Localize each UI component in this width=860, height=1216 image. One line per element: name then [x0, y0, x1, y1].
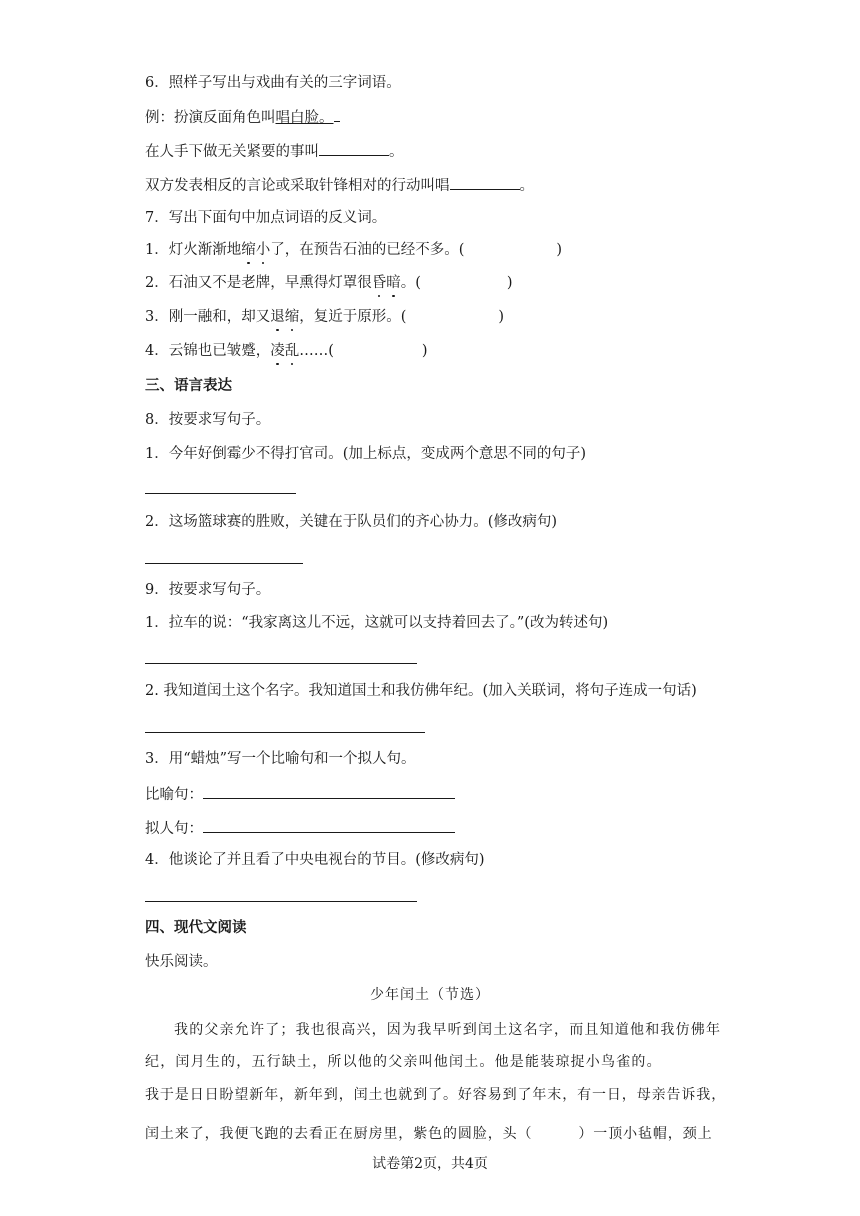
q9-item-4: 4．他谈论了并且看了中央电视台的节目。(修改病句): [145, 852, 485, 868]
dotted-char: 小: [255, 242, 271, 258]
q8-item-1: 1．今年好倒霉少不得打官司。(加上标点，变成两个意思不同的句子): [145, 446, 587, 462]
answer-line[interactable]: [145, 732, 425, 733]
dotted-char: 缩: [241, 242, 256, 258]
passage-line: 我的父亲允许了；我也很高兴，因为我早听到闰土这名字，而且知道他和我仿佛年: [174, 1022, 722, 1038]
q9-item-1: 1．拉车的说：“我家离这儿不远，这就可以支持着回去了。”(改为转述句): [145, 615, 609, 631]
q6-line2-text: 双方发表相反的言论或采取针锋相对的行动叫唱: [145, 178, 450, 194]
dotted-char: 缩: [284, 309, 300, 325]
page-footer: 试卷第2页，共4页: [372, 1156, 488, 1172]
q6-example: [145, 107, 340, 128]
q6-line2: [145, 175, 534, 196]
paren-close: ): [421, 343, 428, 359]
q7-item-text: ，复近于原形。(: [299, 309, 407, 325]
passage-title: 少年闰土（节选）: [370, 987, 490, 1003]
q7-item-text: 3．刚一融和，却又: [145, 309, 271, 325]
answer-line[interactable]: [145, 493, 296, 494]
passage-line: 纪，闰月生的，五行缺土，所以他的父亲叫他闰土。他是能装琼捉小鸟雀的。: [145, 1054, 662, 1070]
answer-line[interactable]: [145, 663, 417, 664]
metaphor-answer-line[interactable]: [203, 784, 455, 799]
q7-item-text: 2．石油又不是老牌，早熏得灯罩很: [145, 275, 372, 291]
reading-intro: 快乐阅读。: [145, 954, 218, 970]
dotted-char: 暗: [386, 275, 401, 291]
dotted-char: 凌: [270, 343, 285, 359]
metaphor-label: 比喻句：: [145, 787, 203, 803]
q6-example-answer: 唱白脸。: [275, 110, 334, 126]
q7-item-3: [145, 307, 504, 327]
q9-item-3: 3．用“蜡烛”写一个比喻句和一个拟人句。: [145, 751, 416, 767]
passage-line-with-blank: [145, 1124, 720, 1144]
q6-line1-end: 。: [389, 144, 404, 160]
q9-item-2: 2. 我知道闰土这个名字。我知道国土和我仿佛年纪。(加入关联词，将句子连成一句话): [145, 683, 697, 699]
q6-example-prefix: 例：扮演反面角色叫: [145, 110, 276, 126]
q7-title: 7．写出下面句中加点词语的反义词。: [145, 210, 387, 226]
personify-label: 拟人句：: [145, 821, 203, 837]
q7-item-text: 了，在预告石油的已经不多。(: [270, 242, 465, 258]
q7-item-text: 。(: [400, 275, 421, 291]
dotted-char: 退: [270, 309, 285, 325]
q8-title: 8．按要求写句子。: [145, 412, 271, 428]
q9-title: 9．按要求写句子。: [145, 582, 271, 598]
dotted-char: 乱: [284, 343, 300, 359]
passage-text: 闰土来了，我便飞跑的去看正在厨房里，紫色的圆脸，头（: [145, 1126, 533, 1142]
q6-line2-blank[interactable]: [450, 175, 520, 190]
section-heading-4: 四、现代文阅读: [145, 920, 247, 936]
q6-line2-end: 。: [519, 178, 534, 194]
q7-item-2: [145, 273, 513, 293]
dotted-char: 昏: [371, 275, 387, 291]
answer-line[interactable]: [145, 901, 417, 902]
q7-item-text: 1．灯火渐渐地: [145, 242, 242, 258]
q6-line1-blank[interactable]: [319, 141, 389, 156]
q6-title: 6．照样子写出与戏曲有关的三字词语。: [145, 75, 401, 91]
q8-item-2: 2．这场篮球赛的胜败，关键在于队员们的齐心协力。(修改病句): [145, 514, 558, 530]
paren-close: ): [556, 242, 563, 258]
section-heading-3: 三、语言表达: [145, 378, 232, 394]
metaphor-row: [145, 784, 455, 805]
passage-text: ）一顶小毡帽，颈上: [578, 1126, 713, 1142]
answer-line[interactable]: [145, 563, 303, 564]
q6-line1-text: 在人手下做无关紧要的事叫: [145, 144, 319, 160]
personify-row: [145, 818, 455, 839]
paren-close: ): [498, 309, 505, 325]
q6-line1: [145, 141, 404, 162]
q7-item-1: [145, 240, 562, 260]
passage-line: 我于是日日盼望新年，新年到，闰土也就到了。好容易到了年末，有一日，母亲告诉我，: [145, 1087, 727, 1103]
personify-answer-line[interactable]: [203, 818, 455, 833]
paren-close: ): [506, 275, 513, 291]
q7-item-text: 4．云锦也已皱蹙，: [145, 343, 271, 359]
q7-item-4: [145, 341, 428, 361]
q7-item-text: ……(: [299, 343, 334, 359]
